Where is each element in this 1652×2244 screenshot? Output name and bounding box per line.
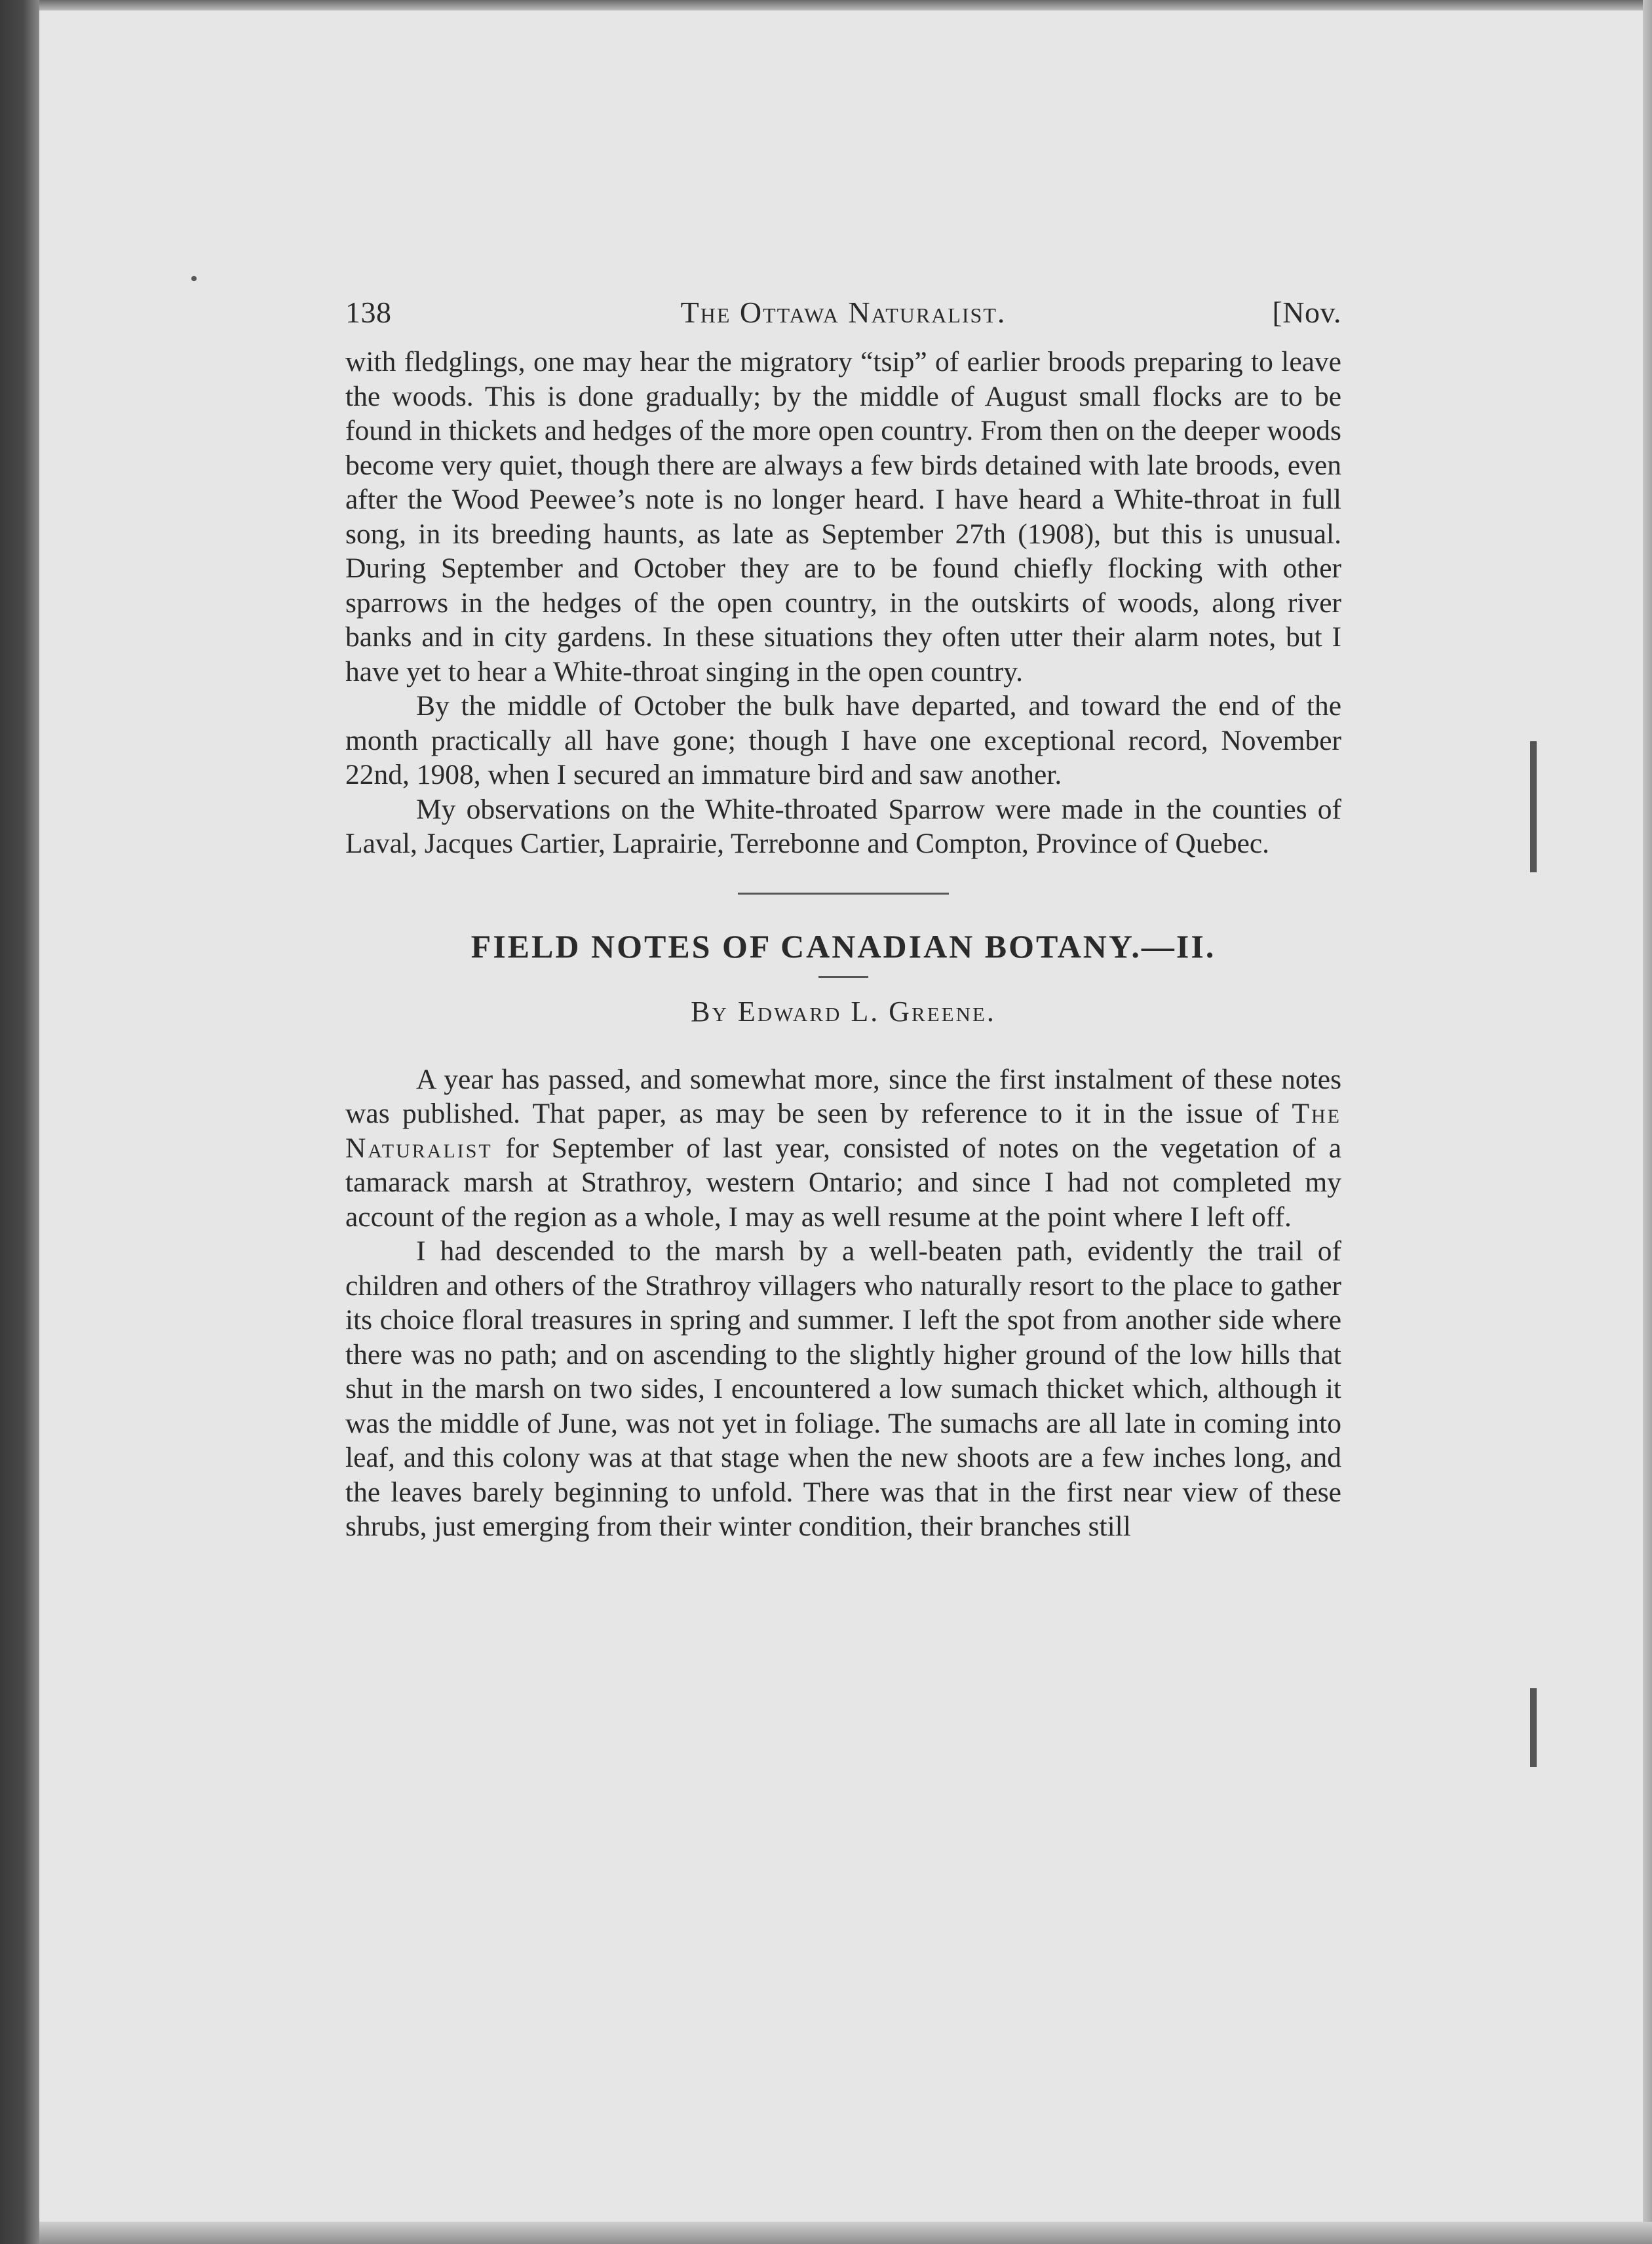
paragraph-sumach-thicket: I had descended to the marsh by a well-beaten path, evidently the trail of children and others of the Strathroy villagers who naturally resort to the place to gather its choice floral treasures in spring and summer. I left the spot from another side where there was no path; and on ascending to the slightly higher ground of the low hills that shut in the marsh on two sides, I encountered a low sumach thicket which, although it was the middle of June, was not yet in foliage. The sumachs are all late in coming into leaf, and this colony was at that stage when the new shoots are a few inches long, and the leaves barely beginning to unfold. There was that in the first near view of these shrubs, just emerging from their winter condition, their branches still (345, 1235, 1341, 1542)
scan-edge-right (1643, 0, 1652, 2244)
scan-edge-left (0, 0, 39, 2244)
paragraph-botany-intro (345, 1062, 1341, 1235)
margin-mark-upper (1530, 741, 1537, 872)
paragraph-text: A year has passed, and somewhat more, since the first instalment of these notes was published. That paper, as may be seen by reference to it in the issue of (345, 1063, 1341, 1129)
margin-mark-lower (1530, 1688, 1537, 1767)
paragraph-sparrow-departure: By the middle of October the bulk have departed, and toward the end of the month practically all have gone; though I have one exceptional record, November 22nd, 1908, when I secured an immature bird and saw another. (345, 690, 1341, 790)
issue-month: [Nov. (1272, 296, 1341, 329)
page-sheet (39, 10, 1643, 2222)
paragraph-text: for September of last year, consisted of notes on the vegetation of a tamarack marsh at Strathroy, western Ontario; and since I had not completed my account of the region as a whole, I may as well resume at the point where I left off. (345, 1132, 1341, 1233)
scan-edge-bottom (39, 2222, 1652, 2244)
section-divider (738, 893, 949, 895)
journal-title: The Ottawa Naturalist. (680, 296, 1007, 329)
running-header (345, 286, 1341, 345)
page-content (345, 286, 1341, 1544)
journal-reference: The Naturalist (345, 1098, 1341, 1164)
page-number: 138 (345, 296, 392, 329)
title-rule (818, 976, 868, 978)
paragraph-sparrow-localities: My observations on the White-throated Sparrow were made in the counties of Laval, Jacques Cartier, Laprairie, Terrebonne and Compton, Province of Quebec. (345, 793, 1341, 859)
article-byline: By Edward L. Greene. (691, 995, 996, 1028)
ink-speck (191, 276, 197, 281)
scan-edge-top (39, 0, 1652, 10)
paragraph-sparrow-continuation: with fledglings, one may hear the migratory “tsip” of earlier broods preparing to leave the woods. This is done gradually; by the middle of August small flocks are to be found in thickets and hedges of the more open country. From then on the deeper woods become very quiet, though there are always a few birds detained with late broods, even after the Wood Peewee’s note is no longer heard. I have heard a White-throat in full song, in its breeding haunts, as late as September 27th (1908), but this is unusual. During September and October they are to be found chiefly flocking with other sparrows in the hedges of the open country, in the outskirts of woods, along river banks and in city gardens. In these situations they often utter their alarm notes, but I have yet to hear a White-throat singing in the open country. (345, 346, 1341, 687)
article-title: FIELD NOTES OF CANADIAN BOTANY.—II. (471, 927, 1216, 965)
